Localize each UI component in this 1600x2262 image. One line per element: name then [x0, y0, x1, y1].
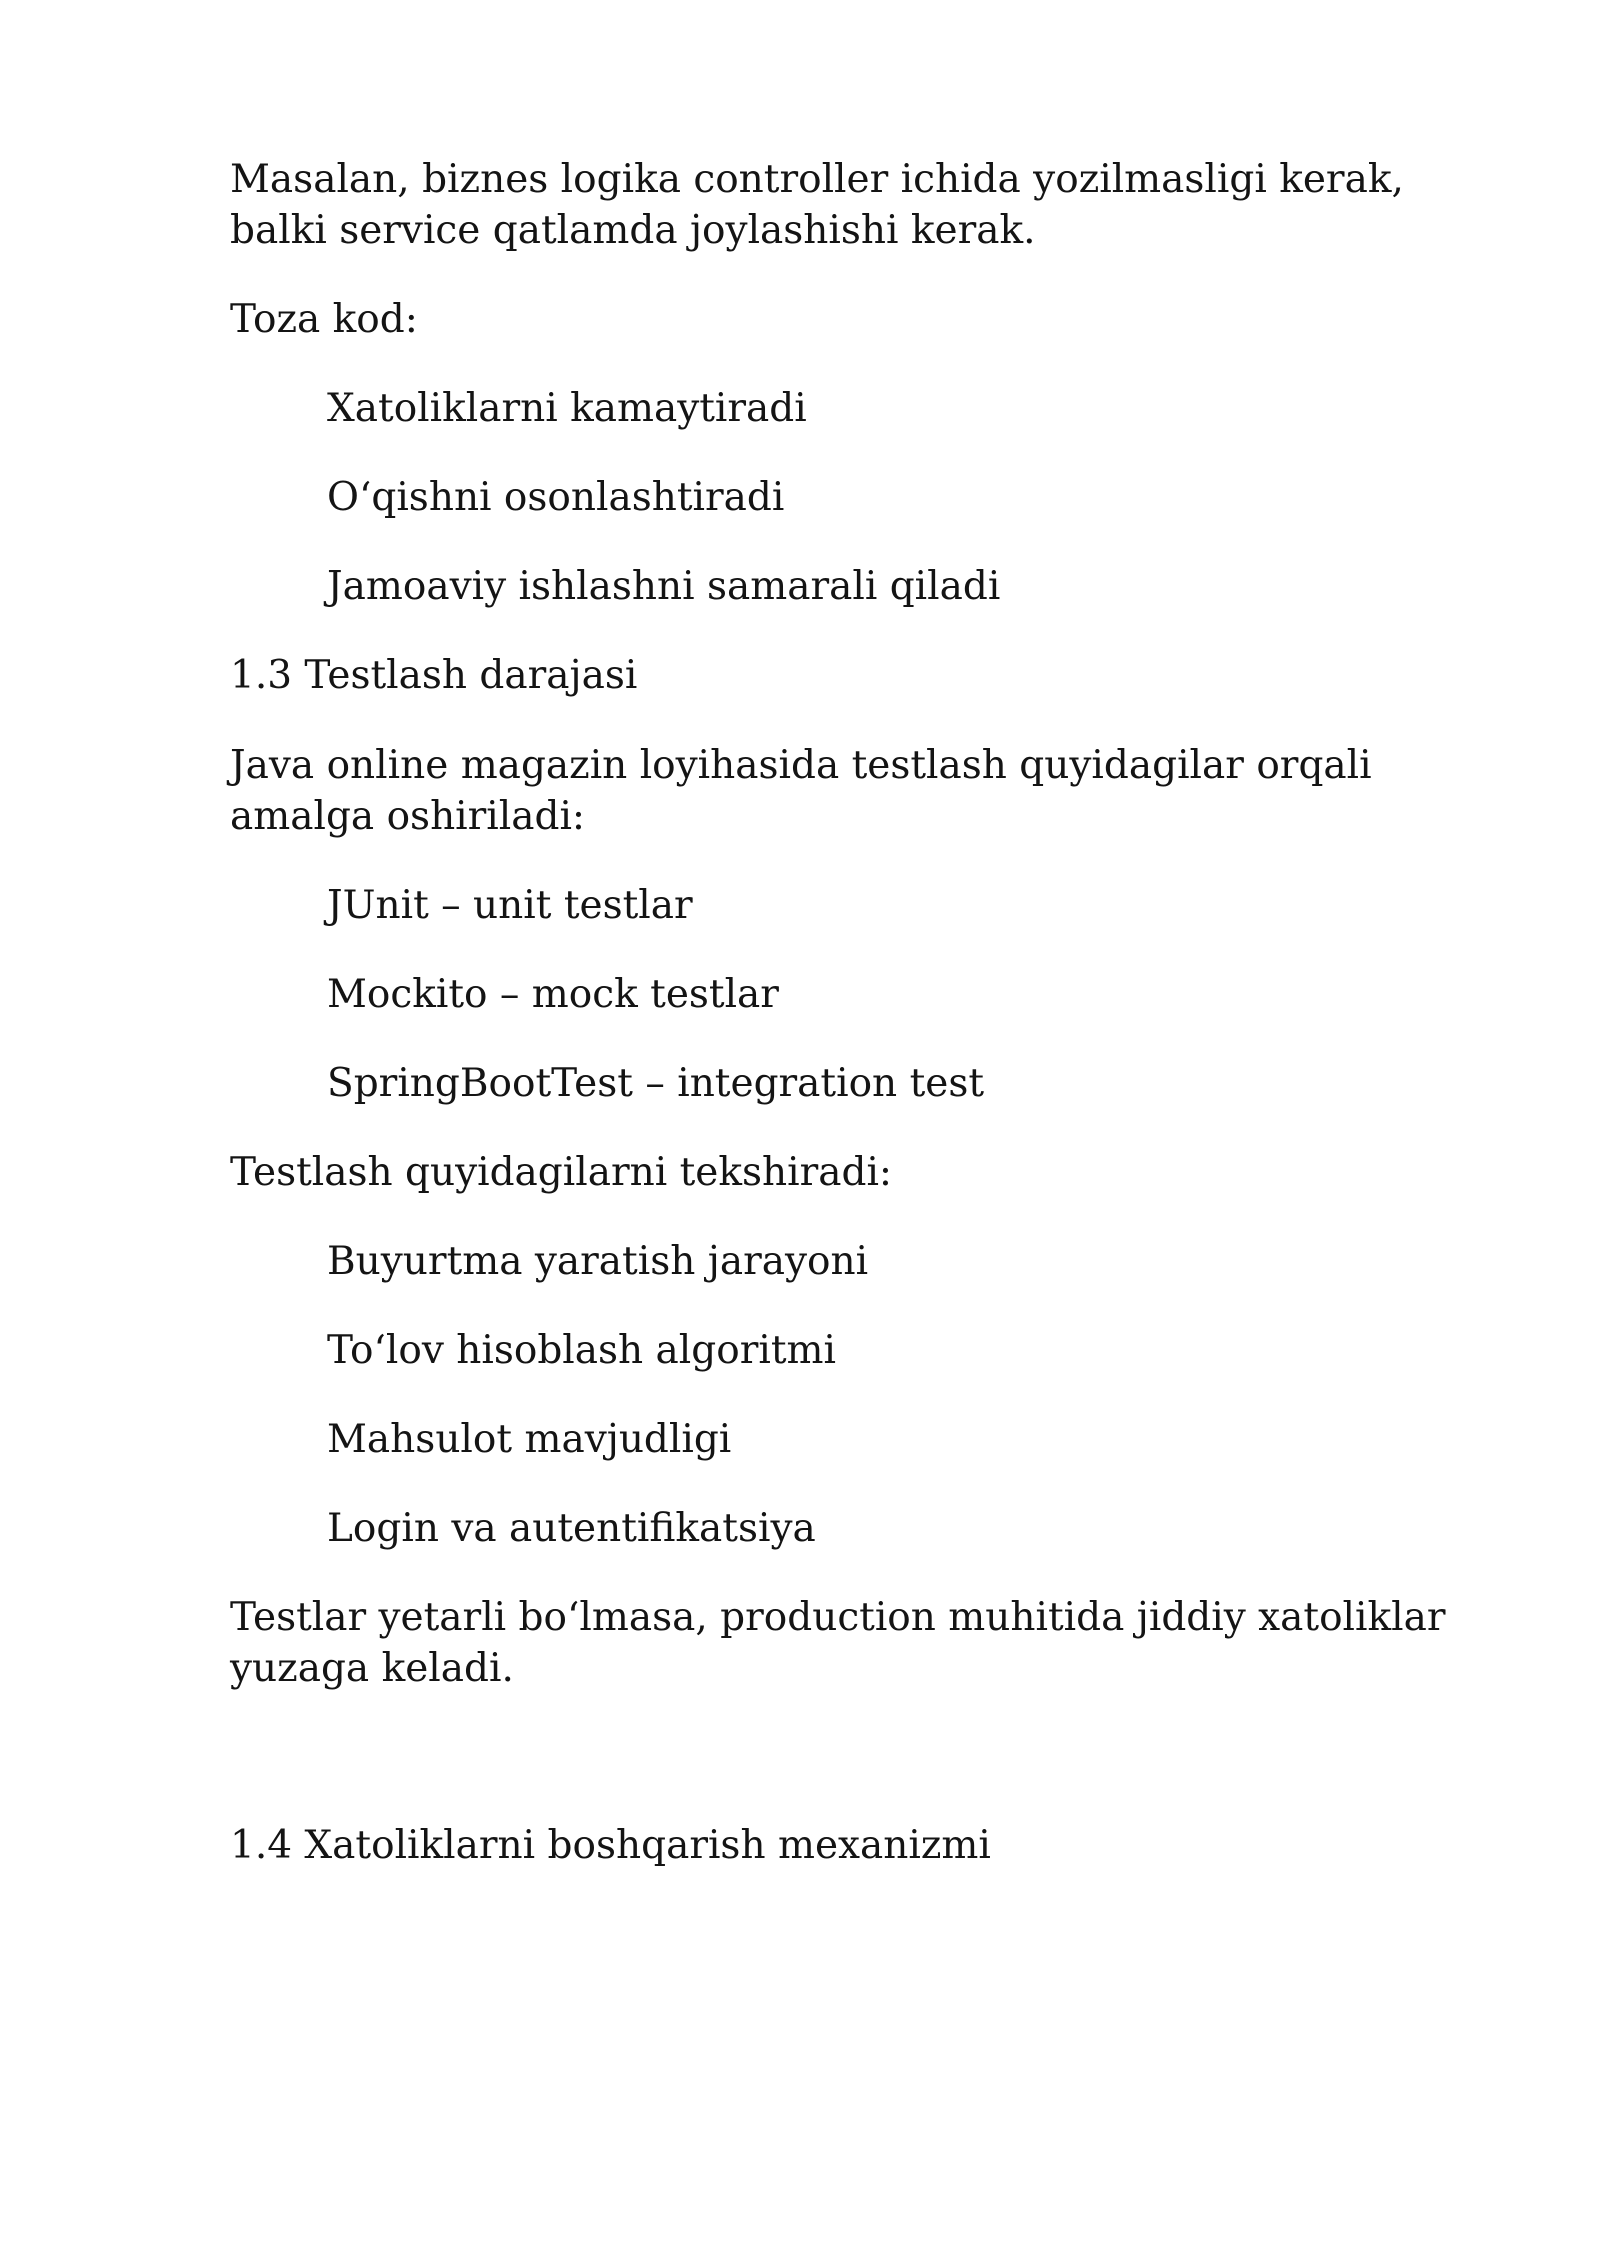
- checks-heading: Testlash quyidagilarni tekshiradi:: [230, 1150, 893, 1195]
- test-tool-item: SpringBootTest – integration test: [327, 1061, 985, 1106]
- paragraph-production-warning: Testlar yetarli bo‘lmasa, production muhitida jiddiy xatoliklar yuzaga keladi.: [230, 1595, 1446, 1691]
- check-item: Buyurtma yaratish jarayoni: [327, 1239, 869, 1284]
- clean-code-item: O‘qishni osonlashtiradi: [327, 475, 785, 520]
- check-item: Login va autentifikatsiya: [327, 1506, 816, 1551]
- test-tool-item: Mockito – mock testlar: [327, 972, 779, 1017]
- paragraph-business-logic: Masalan, biznes logika controller ichida yozilmasligi kerak, balki service qatlamda joylashishi kerak.: [230, 157, 1404, 253]
- check-item: To‘lov hisoblash algoritmi: [327, 1328, 836, 1373]
- clean-code-item: Xatoliklarni kamaytiradi: [327, 386, 807, 431]
- section-heading-1-3: 1.3 Testlash darajasi: [230, 653, 638, 698]
- clean-code-heading: Toza kod:: [230, 297, 418, 342]
- section-heading-1-4: 1.4 Xatoliklarni boshqarish mexanizmi: [230, 1823, 991, 1868]
- test-tool-item: JUnit – unit testlar: [327, 883, 693, 928]
- check-item: Mahsulot mavjudligi: [327, 1417, 732, 1462]
- paragraph-testing-intro: Java online magazin loyihasida testlash quyidagilar orqali amalga oshiriladi:: [230, 743, 1372, 839]
- clean-code-item: Jamoaviy ishlashni samarali qiladi: [327, 564, 1001, 609]
